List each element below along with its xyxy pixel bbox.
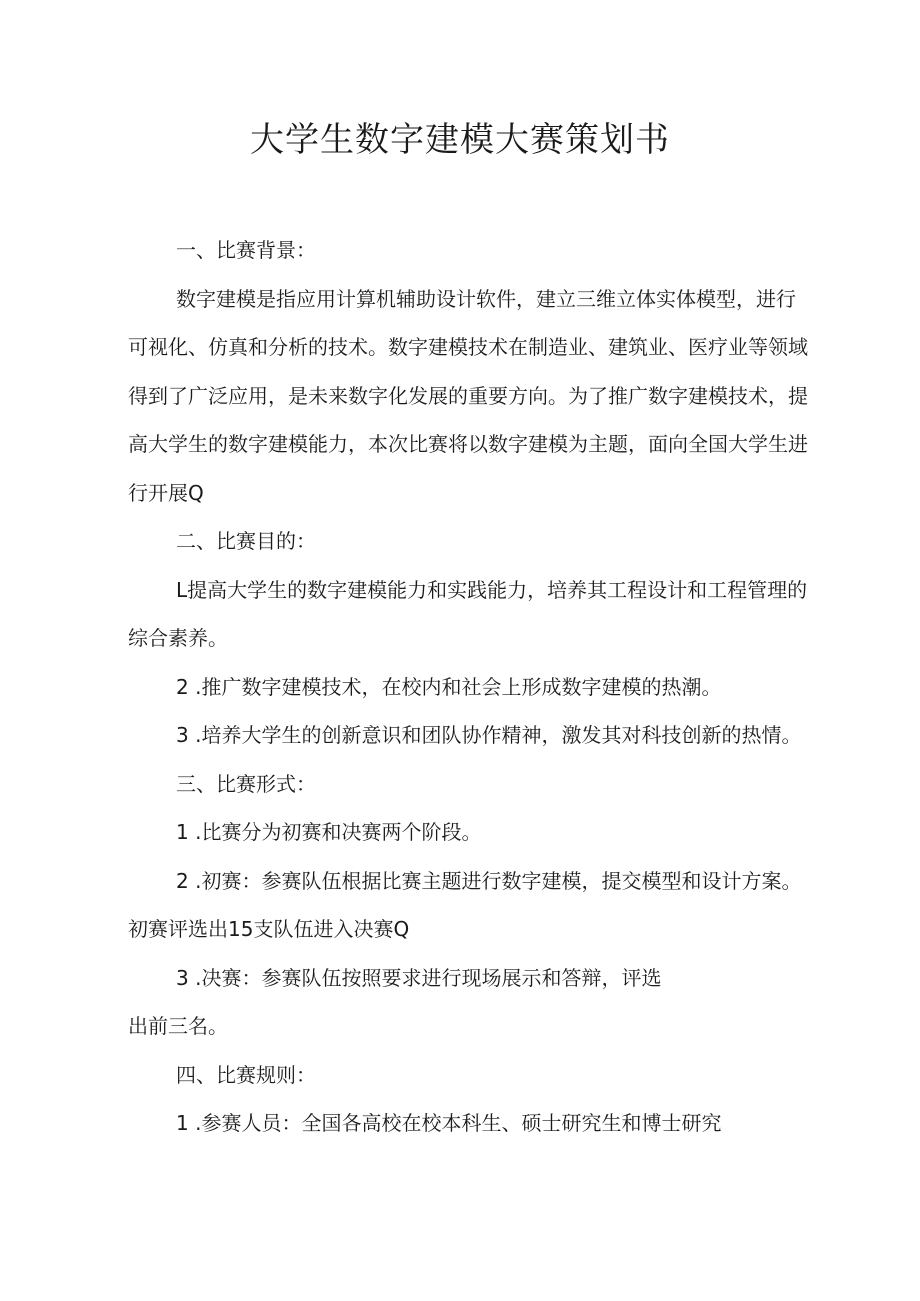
format-item-2: 2 .初赛：参赛队伍根据比赛主题进行数字建模，提交模型和设计方案。初赛评选出15支队伍进入决赛Q	[128, 868, 802, 941]
format-item-1: 1 .比赛分为初赛和决赛两个阶段。	[176, 820, 482, 844]
rules-item-1: 1 .参赛人员：全国各高校在校本科生、硕士研究生和博士研究	[176, 1111, 722, 1135]
section-heading-purpose: 二、比赛目的：	[176, 529, 316, 553]
purpose-item-3: 3 .培养大学生的创新意识和团队协作精神，激发其对科技创新的热情。	[176, 723, 802, 747]
section-heading-rules: 四、比赛规则：	[176, 1062, 316, 1087]
purpose-item-1: L提高大学生的数字建模能力和实践能力，培养其工程设计和工程管理的综合素养。	[128, 577, 808, 650]
format-item-3-continuation: 出前三名。	[128, 1014, 228, 1038]
document-title: 大学生数字建模大赛策划书	[250, 120, 670, 160]
format-item-3: 3 .决赛：参赛队伍按照要求进行现场展示和答辩，评选	[176, 965, 662, 990]
section-heading-format: 三、比赛形式：	[176, 771, 316, 796]
purpose-item-2: 2 .推广数字建模技术，在校内和社会上形成数字建模的热潮。	[176, 674, 722, 699]
background-paragraph: 数字建模是指应用计算机辅助设计软件，建立三维立体实体模型，进行可视化、仿真和分析的技术。数字建模技术在制造业、建筑业、医疗业等领域得到了广泛应用，是未来数字化发展的重要方向。为了推广数字建模技术，提高大学生的数字建模能力，本次比赛将以数字建模为主题，面向全国大学生进行开展Q	[128, 286, 808, 505]
document-body	[128, 226, 808, 1148]
section-heading-background: 一、比赛背景：	[176, 238, 316, 262]
